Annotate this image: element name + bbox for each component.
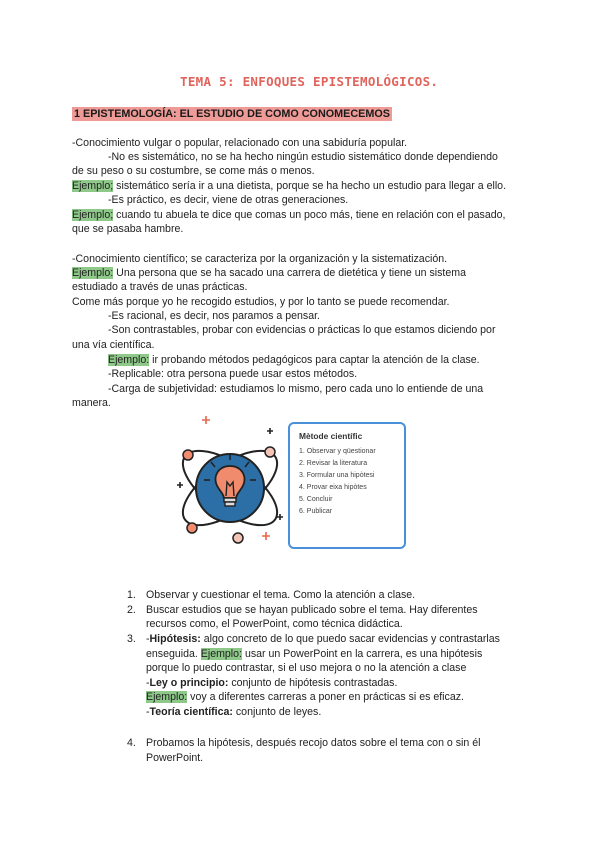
step-text: Observar y cuestionar el tema. Como la atención a clase.: [146, 589, 416, 601]
paragraph-line: -Son contrastables, probar con evidencias o prácticas lo que estamos diciendo por: [108, 324, 496, 336]
electron: [183, 450, 193, 460]
term-text: conjunto de leyes.: [232, 706, 322, 718]
paragraph-line: que se pasaba hambre.: [72, 223, 184, 235]
example-line: [108, 353, 480, 367]
electron: [187, 523, 197, 533]
term-label: Hipótesis:: [149, 633, 201, 645]
plus-sparkle: [262, 532, 270, 540]
plus-sparkle: [267, 428, 273, 434]
term-text: conjunto de hipótesis contrastadas.: [228, 677, 398, 689]
step-text: recursos como, el PowerPoint, como técnica didáctica.: [146, 618, 403, 630]
plus-sparkle: [177, 482, 183, 488]
dash: -: [146, 706, 150, 718]
example-text: usar un PowerPoint en la carrera, es una hipótesis: [242, 648, 483, 660]
paragraph-line: manera.: [72, 397, 111, 409]
paragraph-line: -Replicable: otra persona puede usar estos métodos.: [108, 368, 358, 380]
page-title: TEMA 5: ENFOQUES EPISTEMOLÓGICOS.: [180, 74, 439, 89]
step-text: Probamos la hipótesis, después recojo datos sobre el tema con o sin él: [146, 737, 481, 749]
step-number: 1.: [127, 589, 136, 601]
example-label: Ejemplo;: [72, 180, 114, 192]
paragraph-line: de su peso o su costumbre, se come más o menos.: [72, 165, 315, 177]
paragraph-line: -Conocimiento científico; se caracteriza por la organización y la sistematización.: [72, 253, 448, 265]
method-step: 4. Provar eixa hipòtes: [299, 484, 367, 491]
example-label: Ejemplo:: [108, 354, 150, 366]
step-number: 4.: [127, 737, 136, 749]
step-text: Buscar estudios que se hayan publicado sobre el tema. Hay diferentes: [146, 604, 478, 616]
example-label: Ejemplo;: [72, 209, 114, 221]
example-text: sistemático sería ir a una dietista, porque se ha hecho un estudio para llegar a ello.: [113, 180, 507, 192]
paragraph-line: -Es racional, es decir, nos paramos a pensar.: [108, 310, 320, 322]
method-step: 3. Formular una hipòtesi: [299, 472, 375, 479]
step-text-pre: enseguida.: [146, 648, 201, 660]
scientific-method-illustration: [170, 410, 290, 560]
step-number: 3.: [127, 633, 136, 645]
paragraph-line: -No es sistemático, no se ha hecho ningún estudio sistemático donde dependiendo: [108, 151, 498, 163]
method-step: 1. Observar y qüestionar: [299, 448, 376, 455]
plus-sparkle: [202, 416, 210, 424]
paragraph-line: -Es práctico, es decir, viene de otras generaciones.: [108, 194, 349, 206]
electron: [265, 447, 275, 457]
example-label: Ejemplo:: [200, 648, 242, 660]
step-text: [146, 690, 464, 704]
dash: -: [146, 677, 150, 689]
term-label: Teoría científica:: [149, 706, 233, 718]
example-label: Ejemplo:: [72, 267, 114, 279]
paragraph-line: -Carga de subjetividad: estudiamos lo mismo, pero cada uno lo entiende de una: [108, 383, 484, 395]
step-text: [146, 676, 397, 690]
example-text: cuando tu abuela te dice que comas un poco más, tiene en relación con el pasado,: [113, 209, 506, 221]
section-heading: 1 EPISTEMOLOGÍA: EL ESTUDIO DE COMO CONOMECEMOS: [74, 108, 390, 120]
step-text: [146, 705, 321, 719]
example-text: ir probando métodos pedagógicos para captar la atención de la clase.: [149, 354, 480, 366]
example-text: voy a diferentes carreras a poner en prácticas si es eficaz.: [187, 691, 464, 703]
method-step: 2. Revisar la literatura: [299, 460, 368, 467]
step-number: 2.: [127, 604, 136, 616]
paragraph-line: estudiado a través de unas prácticas.: [72, 281, 248, 293]
method-step: 6. Publicar: [299, 508, 333, 515]
term-text: algo concreto de lo que puedo sacar evidencias y contrastarlas: [200, 633, 500, 645]
step-text: [146, 632, 500, 646]
electron: [233, 533, 243, 543]
example-line: [72, 266, 466, 280]
method-card: [288, 422, 406, 549]
paragraph-line: -Conocimiento vulgar o popular, relacionado con una sabiduría popular.: [72, 137, 408, 149]
example-text: Una persona que se ha sacado una carrera de dietética y tiene un sistema: [113, 267, 466, 279]
paragraph-line: Come más porque yo he recogido estudios, y por lo tanto se puede recomendar.: [72, 296, 450, 308]
dash: -: [146, 633, 150, 645]
example-line: [72, 179, 506, 193]
example-label: Ejemplo:: [146, 691, 188, 703]
example-line: [72, 208, 505, 222]
term-label: Ley o principio:: [149, 677, 229, 689]
method-step: 5. Concluir: [299, 496, 333, 503]
step-text: [146, 647, 482, 661]
step-text: porque lo puedo contrastar, si el uso mejora o no la atención a clase: [146, 662, 467, 674]
step-text: PowerPoint.: [146, 752, 204, 764]
method-card-title: Mètode científic: [299, 431, 363, 441]
paragraph-line: una vía científica.: [72, 339, 155, 351]
